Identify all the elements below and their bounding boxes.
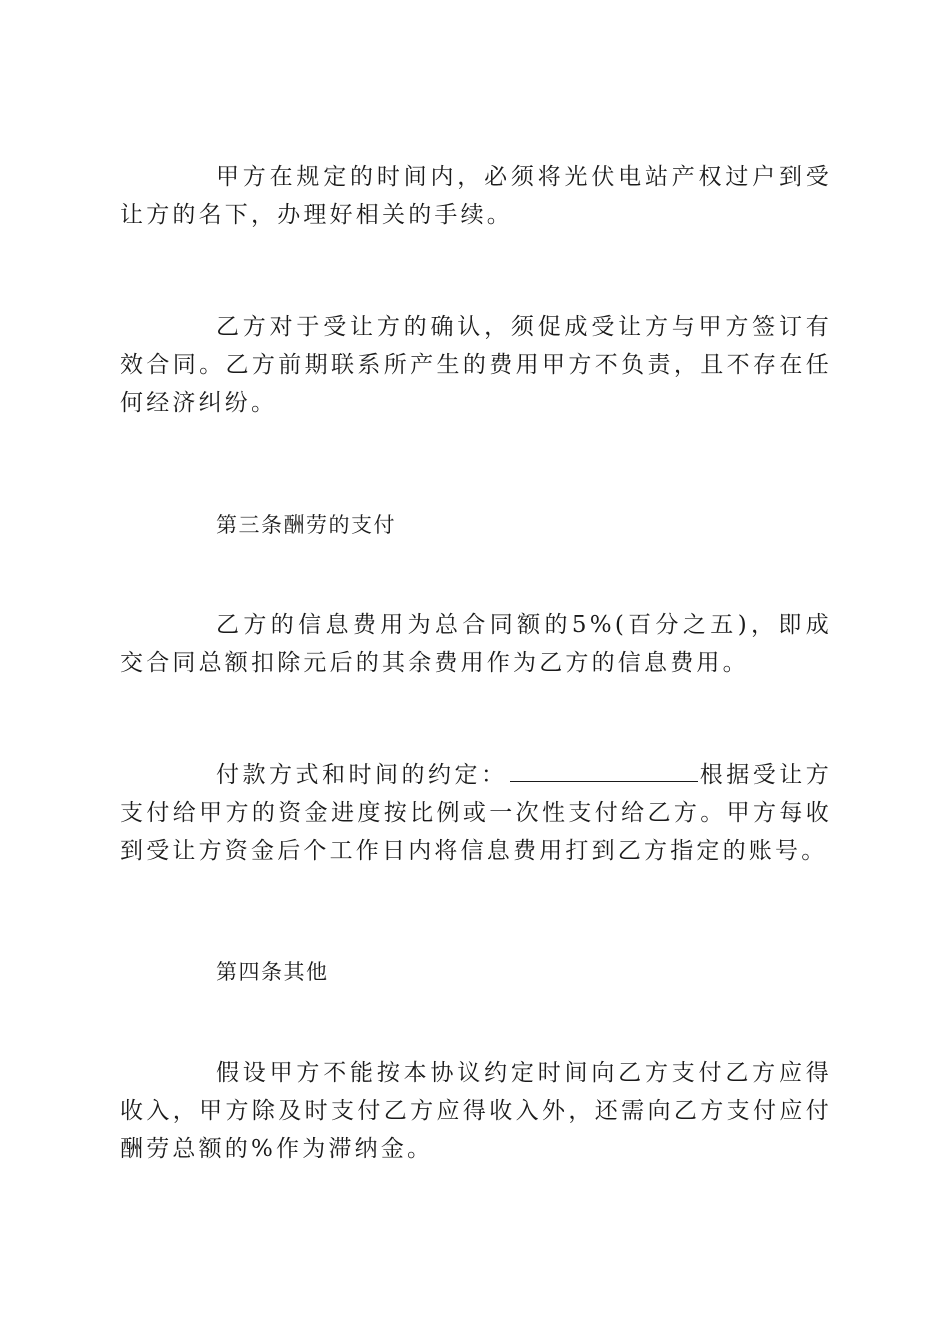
paragraph-transfer-ownership: 甲方在规定的时间内，必须将光伏电站产权过户到受让方的名下，办理好相关的手续。 bbox=[120, 164, 832, 228]
section-heading-other: 第四条其他 bbox=[216, 960, 329, 984]
paragraph-payment-terms bbox=[120, 756, 832, 870]
paragraph-information-fee: 乙方的信息费用为总合同额的5%(百分之五)，即成交合同总额扣除元后的其余费用作为乙方的信息费用。 bbox=[120, 612, 832, 676]
section-heading-payment: 第三条酬劳的支付 bbox=[216, 513, 396, 537]
blank-line bbox=[510, 759, 698, 782]
paragraph-late-fee: 假设甲方不能按本协议约定时间向乙方支付乙方应得收入，甲方除及时支付乙方应得收入外，还需向乙方支付应付酬劳总额的%作为滞纳金。 bbox=[120, 1060, 832, 1162]
payment-terms-label: 付款方式和时间的约定： bbox=[216, 762, 508, 788]
paragraph-transferee-confirmation: 乙方对于受让方的确认，须促成受让方与甲方签订有效合同。乙方前期联系所产生的费用甲方不负责，且不存在任何经济纠纷。 bbox=[120, 314, 832, 416]
payment-terms-text: 根据受让方支付给甲方的资金进度按比例或一次性支付给乙方。甲方每收到受让方资金后个工作日内将信息费用打到乙方指定的账号。 bbox=[120, 762, 832, 864]
